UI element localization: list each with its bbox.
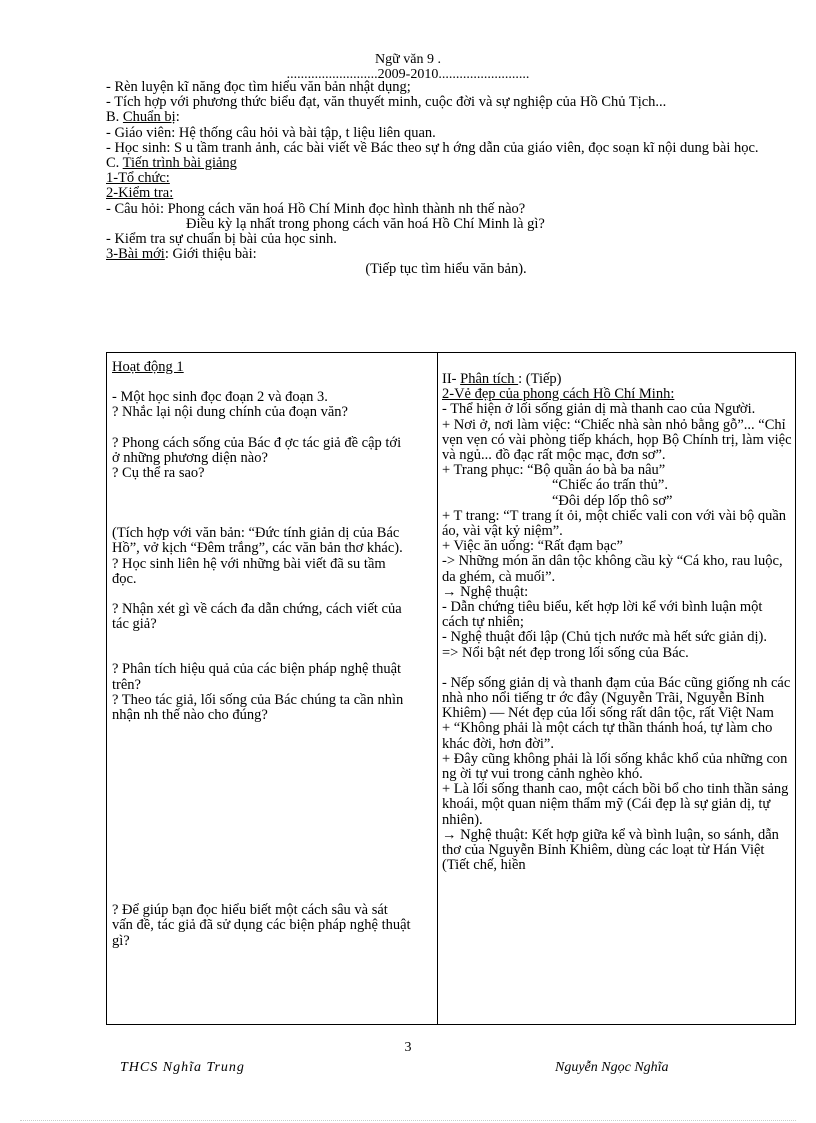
content-line: -> Những món ăn dân tộc không cầu kỳ “Cá kho, rau luộc, da ghém, cà muối”. [442, 553, 783, 585]
teacher-prep: - Giáo viên: Hệ thống câu hỏi và bài tập, t liệu liên quan. [106, 124, 436, 141]
content-line: + Đây cũng không phải là lối sống khắc khổ của những con ng ời tự vui trong cảnh nghèo khó. [442, 750, 788, 783]
document-header-title: Ngữ văn 9 . [375, 52, 441, 67]
intro-line: - Rèn luyện kĩ năng đọc tìm hiểu văn bản nhật dụng; [106, 79, 411, 95]
activity-line: (Tích hợp với văn bản: “Đức tính giản dị của Bác Hồ”, vở kịch “Đêm trắng”, các văn bản thơ khác). [112, 525, 403, 557]
section-b-title: Chuẩn bị [122, 109, 176, 126]
activity-question: ? Nhận xét gì về cách đa dẫn chứng, cách viết của tác giả? [112, 601, 402, 633]
activity-question: ? Phong cách sống của Bác đ ợc tác giả đề cập tới ở những phương diện nào? [112, 434, 402, 466]
continue-note: (Tiếp tục tìm hiểu văn bản). [365, 261, 527, 278]
activity-line: - Một học sinh đọc đoạn 2 và đoạn 3. [112, 389, 328, 406]
content-line: + Là lối sống thanh cao, một cách bồi bổ cho tinh thần sảng khoái, một quan niệm thẩm mỹ (Cái đẹp là sự giản dị, tự nhiên). [442, 781, 789, 828]
section-b-colon: : [175, 109, 180, 126]
content-line: - Thể hiện ở lối sống giản dị mà thanh cao của Người. [442, 401, 756, 418]
content-line: + Nơi ở, nơi làm việc: “Chiếc nhà sàn nhỏ bằng gỗ”... “Chỉ vẹn vẹn có vài phòng tiếp khách, họp Bộ Chính trị, làm việc và ngủ... đồ đạc rất mộc mạc, đơn sơ”. [442, 416, 792, 464]
student-prep: - Học sinh: S u tầm tranh ảnh, các bài viết về Bác theo sự h ớng dẫn của giáo viên, đọc soạn kĩ nội dung bài học. [106, 139, 759, 156]
arrow-right-icon: → [442, 583, 461, 600]
document-header-year: ..........................2009-2010.......................... [286, 67, 530, 82]
content-line: - Nghệ thuật đối lập (Chủ tịch nước mà hết sức giản dị). [442, 629, 767, 646]
art-summary-text: Nghệ thuật: Kết hợp giữa kể và bình luận, so sánh, dẫn thơ của Nguyễn Bỉnh Khiêm, dùng các loạt từ Hán Việt (Tiết chế, hiền [442, 826, 779, 874]
activity-question: ? Phân tích hiệu quả của các biện pháp nghệ thuật trên? [112, 661, 402, 693]
activity-question: ? Nhắc lại nội dung chính của đoạn văn? [112, 404, 348, 421]
content-line: + T trang: “T trang ít ỏi, một chiếc vali con với vài bộ quần áo, vài vật kỷ niệm”. [442, 507, 787, 540]
activity-question: ? Cụ thể ra sao? [112, 465, 205, 482]
page-number: 3 [404, 1040, 412, 1055]
arrow-right-icon: → [442, 826, 461, 843]
intro-line: - Tích hợp với phương thức biểu đạt, văn thuyết minh, cuộc đời và sự nghiệp của Hồ Chủ Tịch... [106, 94, 667, 111]
step-2-heading: 2-Kiểm tra: [106, 185, 174, 202]
step-3-label: 3-Bài mới [106, 246, 165, 263]
section-c-label: C. [106, 155, 123, 172]
content-line: + Việc ăn uống: “Rất đạm bạc” [442, 538, 623, 555]
content-line: - Nếp sống giản dị và thanh đạm của Bác cũng giống nh các nhà nho nổi tiếng tr ớc đây (Nguyễn Trãi, Nguyễn Bỉnh Khiêm) — Nét đẹp của lối sống rất dân tộc, rất Việt Nam [442, 674, 791, 722]
step-1-heading: 1-Tổ chức: [106, 170, 170, 187]
beauty-subheading: 2-Vẻ đẹp của phong cách Hồ Chí Minh: [442, 386, 675, 403]
activities-column [112, 360, 412, 949]
footer-author: Nguyễn Ngọc Nghĩa [555, 1060, 669, 1075]
activity-question: ? Để giúp bạn đọc hiểu biết một cách sâu và sát vấn đề, tác giả đã sử dụng các biện pháp nghệ thuật gì? [112, 902, 411, 949]
content-line: “Chiếc áo trấn thủ”. [552, 477, 668, 494]
review-question-2: Điều kỳ lạ nhất trong phong cách văn hoá Hồ Chí Minh là gì? [186, 215, 545, 232]
table-column-divider [437, 352, 438, 1025]
content-column [442, 372, 792, 874]
section-b-label: B. [106, 109, 123, 126]
preparation-check: - Kiểm tra sự chuẩn bị bài của học sinh. [106, 231, 337, 248]
content-line: “Đôi dép lốp thô sơ” [552, 492, 673, 509]
lesson-intro [106, 80, 786, 278]
activity-question: ? Theo tác giả, lối sống của Bác chúng ta cần nhìn nhận nh thế nào cho đúng? [112, 691, 404, 724]
analysis-heading-title: Phân tích [460, 371, 519, 387]
art-summary [442, 828, 792, 874]
analysis-heading [442, 372, 792, 387]
section-c-heading [106, 156, 786, 171]
content-line: + “Không phải là một cách tự thần thánh hoá, tự làm cho khác đời, hơn đời”. [442, 720, 773, 752]
section-c-title: Tiến trình bài giảng [122, 155, 237, 172]
step-3-text: : Giới thiệu bài: [164, 246, 257, 263]
footer-divider [20, 1120, 796, 1122]
analysis-heading-suffix: : (Tiếp) [518, 371, 562, 387]
art-heading [442, 585, 792, 600]
step-3-heading [106, 247, 786, 262]
content-line: - Dẫn chứng tiêu biểu, kết hợp lời kể với bình luận một cách tự nhiên; [442, 599, 763, 631]
art-heading-text: Nghệ thuật: [460, 583, 529, 600]
analysis-heading-prefix: II- [442, 371, 461, 387]
review-question-1: - Câu hỏi: Phong cách văn hoá Hồ Chí Minh đọc hình thành nh thế nào? [106, 200, 526, 217]
activity-question: ? Học sinh liên hệ với những bài viết đã su tầm đọc. [112, 555, 386, 587]
section-b-heading [106, 110, 786, 125]
activity-heading: Hoạt động 1 [112, 359, 184, 375]
content-line: => Nổi bật nét đẹp trong lối sống của Bác. [442, 644, 689, 661]
content-line: + Trang phục: “Bộ quần áo bà ba nâu” [442, 462, 666, 479]
footer-school: THCS Nghĩa Trung [120, 1060, 245, 1075]
